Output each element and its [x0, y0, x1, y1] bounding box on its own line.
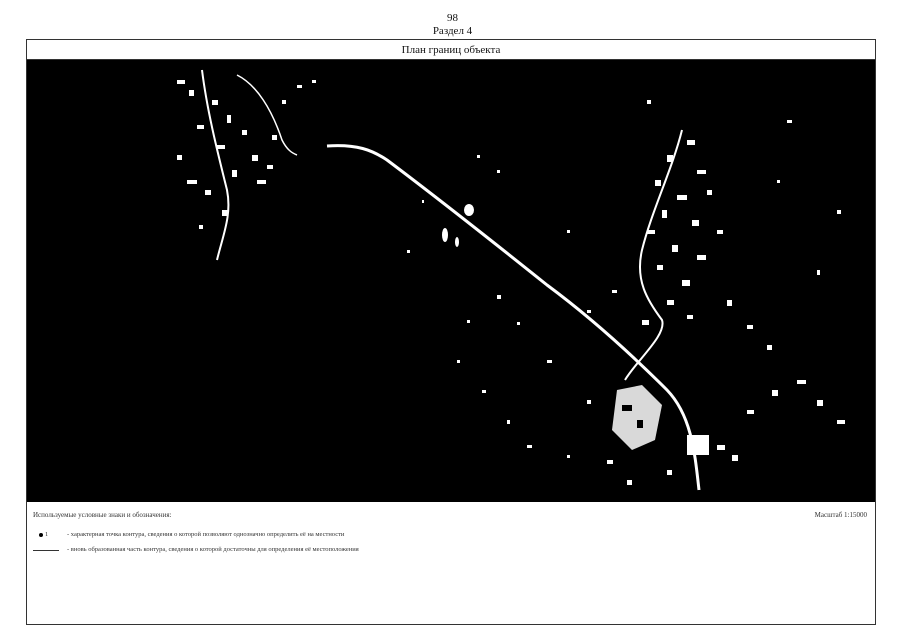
page-number: 98 — [447, 12, 458, 24]
legend-line-symbol — [33, 546, 63, 554]
plan-title: План границ объекта — [27, 40, 875, 60]
legend-header: Используемые условные знаки и обозначения: — [33, 511, 172, 519]
bottom-right-cluster — [607, 380, 845, 485]
left-village-road — [202, 70, 228, 260]
map-image — [27, 60, 875, 502]
point-marker-icon — [39, 533, 43, 537]
right-village-road — [625, 130, 682, 380]
boundary-line-icon — [33, 550, 59, 551]
legend-point-symbol — [33, 531, 63, 539]
satellite-map — [27, 60, 875, 502]
plan-frame — [26, 39, 876, 625]
scale-label: Масштаб 1:15000 — [814, 511, 867, 519]
section-label: Раздел 4 — [432, 25, 473, 37]
legend-line-text: - вновь образованная часть контура, сведения о которой достаточны для определения её местоположения — [67, 546, 359, 553]
point-number: 1 — [45, 531, 49, 538]
legend-point-text: - характерная точка контура, сведения о которой позволяют однозначно определить её на местности — [67, 531, 345, 538]
left-side-road — [237, 75, 297, 155]
